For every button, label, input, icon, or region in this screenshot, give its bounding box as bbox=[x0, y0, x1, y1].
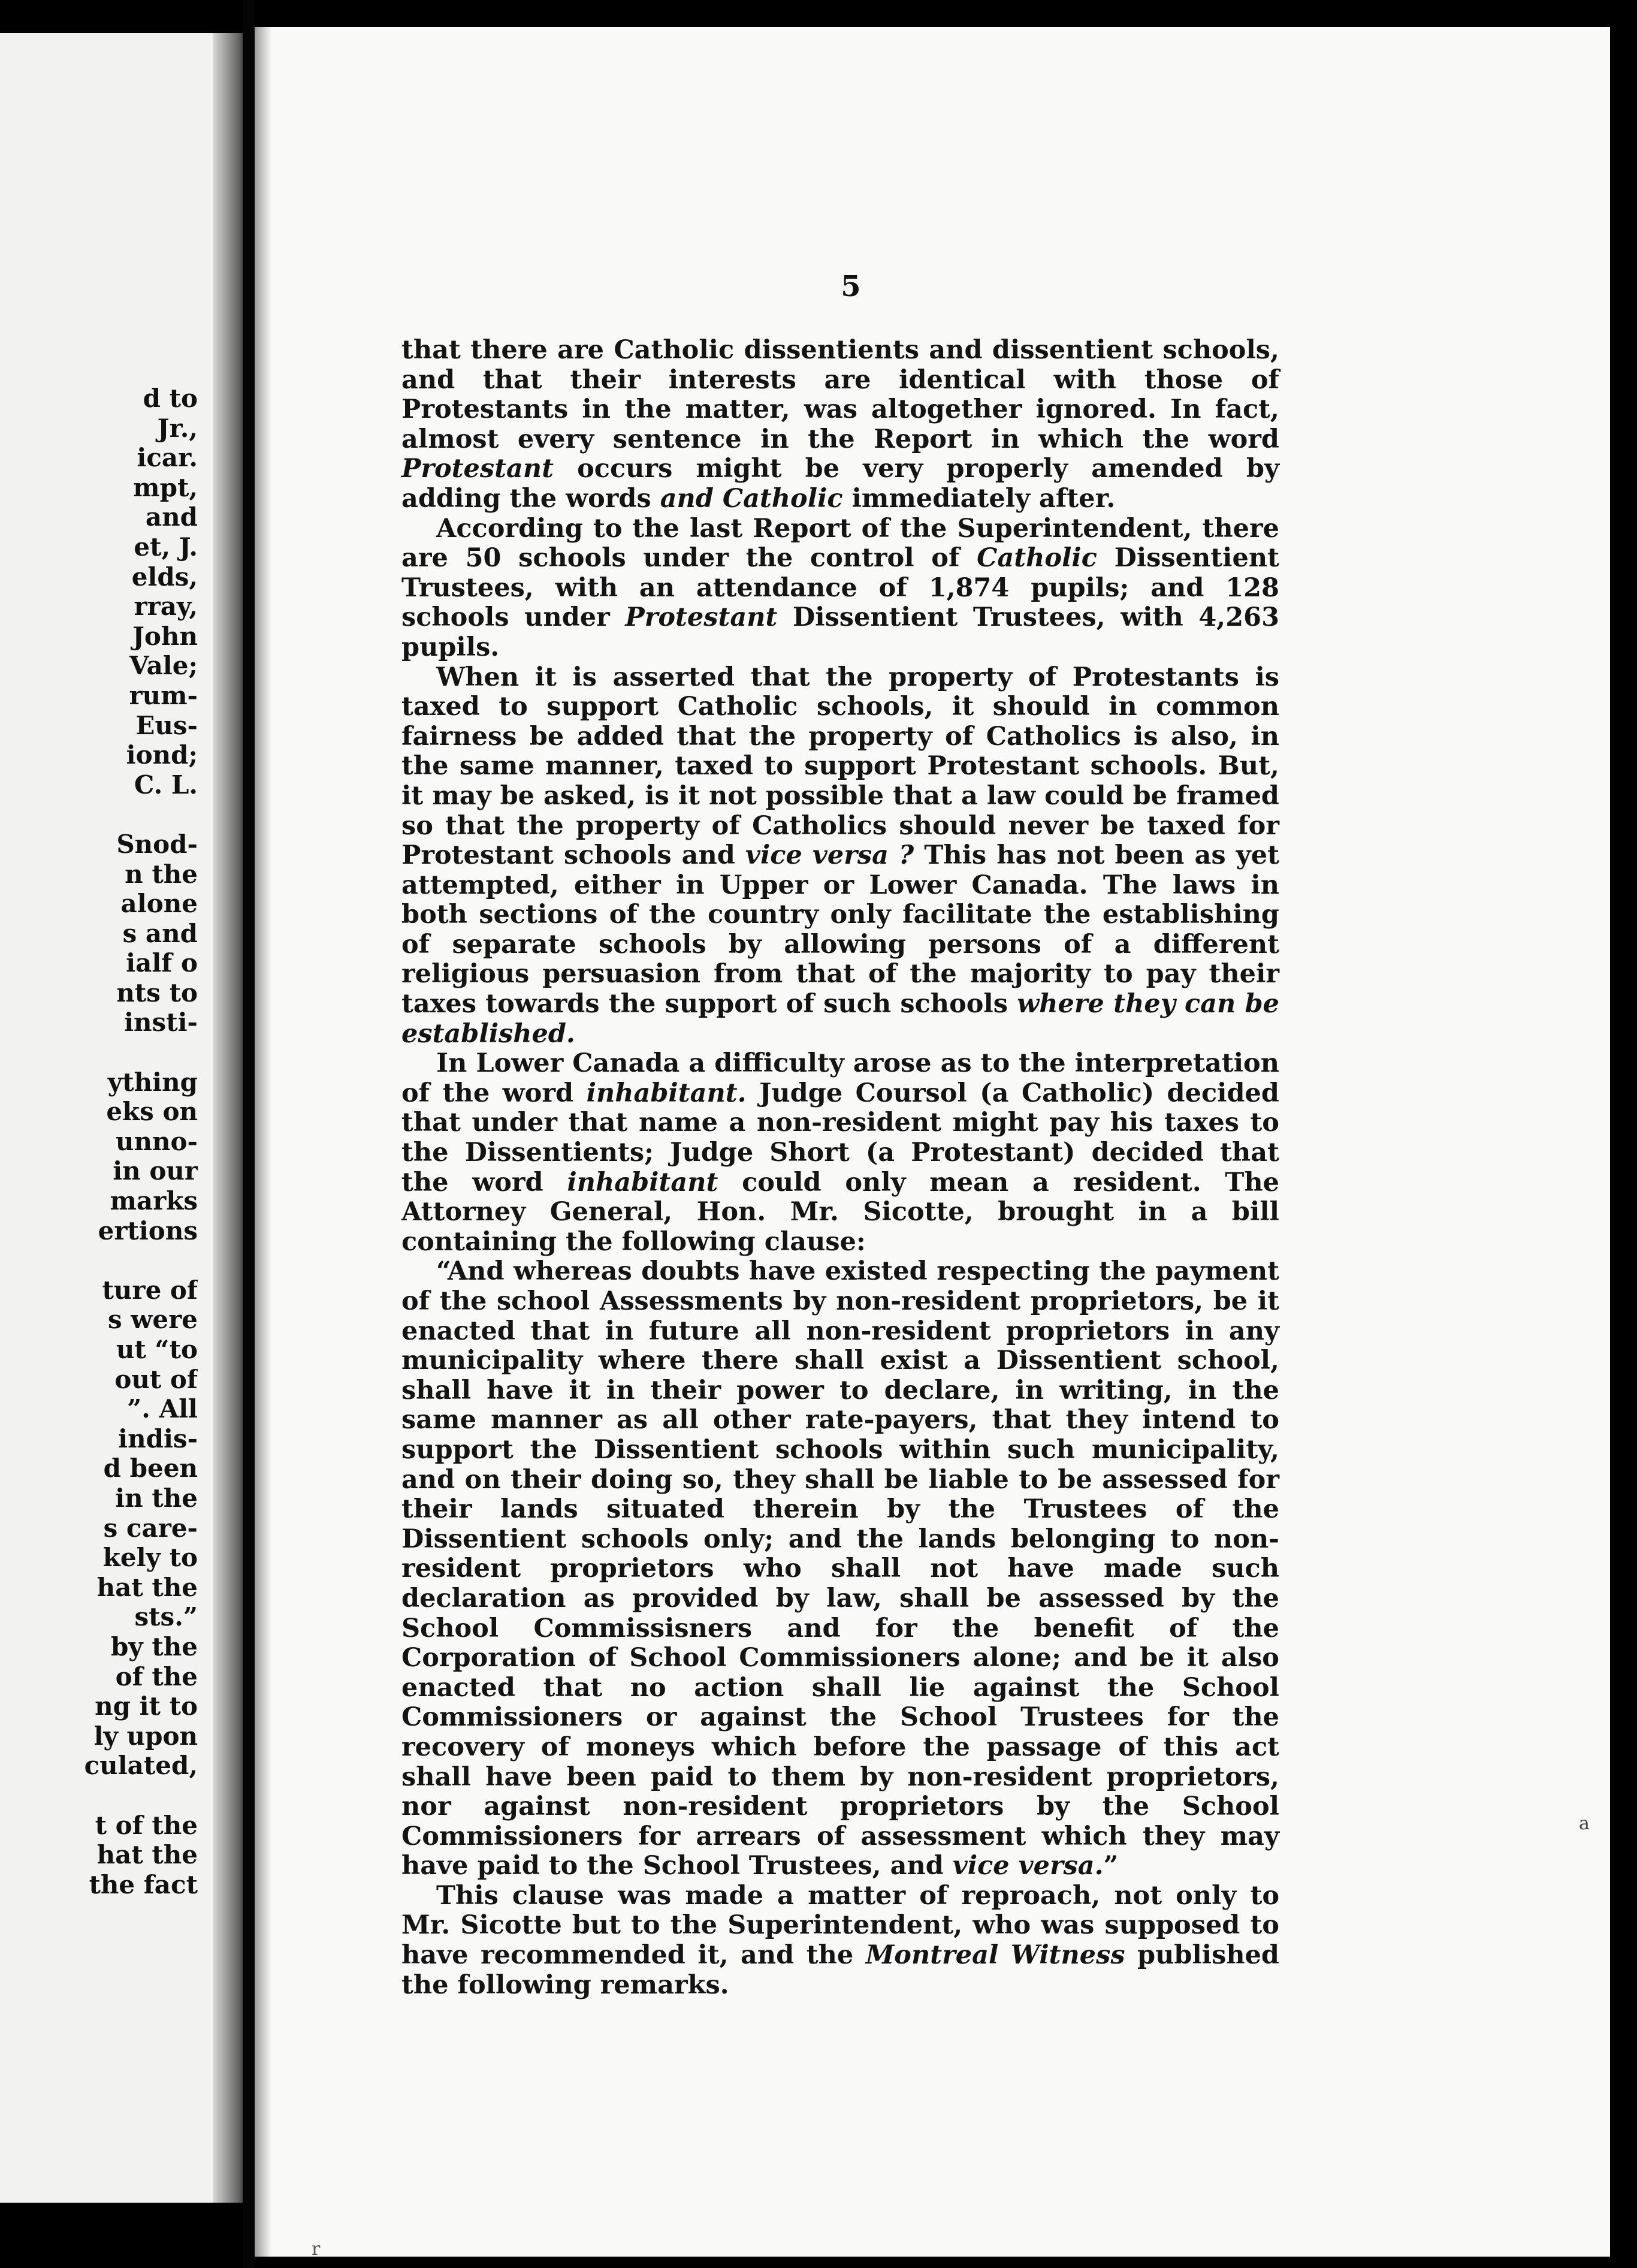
left-page-line: Eus- bbox=[135, 710, 198, 740]
left-page-line: alone bbox=[120, 889, 198, 919]
left-page-line: in our bbox=[113, 1156, 198, 1186]
left-page-line: the fact bbox=[89, 1869, 198, 1899]
right-page-shadow bbox=[255, 27, 271, 2257]
left-page-line: n the bbox=[125, 859, 198, 889]
left-page-line: and bbox=[145, 502, 198, 532]
left-page-gap bbox=[0, 1038, 198, 1067]
left-page-line: d to bbox=[143, 384, 198, 413]
left-page-line: insti- bbox=[124, 1008, 198, 1038]
paragraph-4: In Lower Canada a difficulty arose as to the interpretation of the word inhabitant. Judge Coursol (a Catholic) decided that under that name a non-resident might pay his taxes to the Dissentients; Judge Short (a Protestant) decided that the word inhabitant could only mean a resident. The Attorney General, Hon. Mr. Sicotte, brought in a bill containing the following clause: bbox=[401, 1048, 1280, 1257]
left-page-line: rum- bbox=[129, 680, 198, 710]
left-page-line: out of bbox=[114, 1364, 198, 1394]
left-page-line: John bbox=[132, 621, 198, 651]
left-page-line: d been bbox=[103, 1453, 198, 1483]
left-page-line: t of the bbox=[95, 1810, 198, 1840]
book-gutter bbox=[243, 0, 255, 2268]
left-page-gap bbox=[0, 1781, 198, 1811]
left-page-line: mpt, bbox=[133, 472, 198, 502]
quoted-clause: “And whereas doubts have existed respecting the payment of the school Assessments by non-resident proprietors, be it enacted that in future all non-resident proprietors in any municipality where there shall exist a Dissentient school, shall have it in their power to declare, in writing, in the same manner as all other rate-payers, that they intend to support the Dissentient schools within such municipality, and on their doing so, they shall be liable to be assessed for their lands situated therein by the Trustees of the Dissentient schools only; and the lands belonging to non-resident proprietors who shall not have made such declaration as provided by law, shall be assessed by the School Commissisners and for the benefit of the Corporation of School Commissioners alone; and be it also enacted that no action shall lie against the School Commissioners or against the School Trustees for the recovery of moneys which before the passage of this act shall have been paid to them by non-resident proprietors, nor against non-resident proprietors by the School Commissioners for arrears of assessment which they may have paid to the School Trustees, and vice versa.” bbox=[401, 1256, 1279, 1881]
left-page-line: ng it to bbox=[95, 1691, 198, 1721]
paragraph-3: When it is asserted that the property of Protestants is taxed to support Catholic schools, it should in common fairness be added that the property of Catholics is also, in the same manner, taxed to support Protestant schools. But, it may be asked, is it not possible that a law could be framed so that the property of Catholics should never be taxed for Protestant schools and vice versa ? This has not been as yet attempted, either in Upper or Lower Canada. The laws in both sections of the country only facilitate the establishing of separate schools by allowing persons of a different religious persuasion from that of the majority to pay their taxes towards the support of such schools where they can be established. bbox=[401, 662, 1280, 1049]
left-page-line: ly upon bbox=[93, 1721, 198, 1751]
left-page-line: ture of bbox=[102, 1275, 198, 1305]
left-page-line: nts to bbox=[116, 978, 198, 1008]
page-body bbox=[401, 336, 1279, 2000]
left-page-line: icar. bbox=[137, 443, 198, 473]
left-page-line: s were bbox=[108, 1305, 198, 1335]
left-page-line: marks bbox=[110, 1186, 198, 1216]
left-page-line: Jr., bbox=[157, 413, 198, 443]
paragraph-2: According to the last Report of the Superintendent, there are 50 schools under the control of Catholic Dissentient Trustees, with an attendance of 1,874 pupils; and 128 schools under Protestant Dissentient Trustees, with 4,263 pupils. bbox=[401, 513, 1279, 662]
left-page-line: sts.” bbox=[134, 1602, 198, 1632]
left-page-line: s care- bbox=[103, 1513, 198, 1543]
left-page-line: eks on bbox=[106, 1097, 198, 1127]
left-page-line: s and bbox=[122, 918, 198, 948]
left-page-line: rray, bbox=[134, 592, 198, 622]
left-page-line: elds, bbox=[131, 562, 198, 592]
bottom-mark: r bbox=[312, 2239, 321, 2260]
left-page-line: kely to bbox=[102, 1543, 198, 1573]
page-number: 5 bbox=[841, 270, 861, 303]
paragraph-6: This clause was made a matter of reproach, not only to Mr. Sicotte but to the Superintendent, who was supposed to have recommended it, and the Montreal Witness published the following remarks. bbox=[401, 1880, 1280, 2000]
paragraph-1: that there are Catholic dissentients and dissentient schools, and that their interests are identical with those of Protestants in the matter, was altogether ignored. In fact, almost every sentence in the Report in which the word Protestant occurs might be very properly amended by adding the words and Catholic immediately after. bbox=[401, 335, 1279, 514]
left-page-line: hat the bbox=[96, 1572, 198, 1602]
left-page-line: iond; bbox=[126, 740, 198, 770]
left-page-line: ut “to bbox=[116, 1335, 198, 1364]
left-page-line: by the bbox=[110, 1631, 198, 1661]
left-page-line: C. L. bbox=[134, 770, 198, 800]
left-page-line: in the bbox=[115, 1483, 198, 1513]
left-page-line: ything bbox=[107, 1067, 198, 1097]
left-page-line: of the bbox=[115, 1661, 198, 1691]
margin-mark: a bbox=[1579, 1813, 1590, 1834]
left-page-line: ialf o bbox=[126, 948, 198, 978]
left-page-line: et, J. bbox=[134, 532, 198, 562]
left-page-line: ertions bbox=[98, 1216, 198, 1245]
left-page-gap bbox=[0, 1245, 198, 1275]
left-page-line: unno- bbox=[115, 1126, 198, 1156]
left-page-gap bbox=[0, 800, 198, 830]
left-page-line: ”. All bbox=[127, 1394, 198, 1424]
left-page-text bbox=[0, 384, 198, 1899]
left-page-line: indis- bbox=[118, 1423, 198, 1453]
left-page-line: Snod- bbox=[116, 829, 198, 859]
left-page-line: hat the bbox=[96, 1840, 198, 1870]
left-page-line: Vale; bbox=[129, 651, 198, 681]
left-page-line: culated, bbox=[84, 1751, 198, 1781]
